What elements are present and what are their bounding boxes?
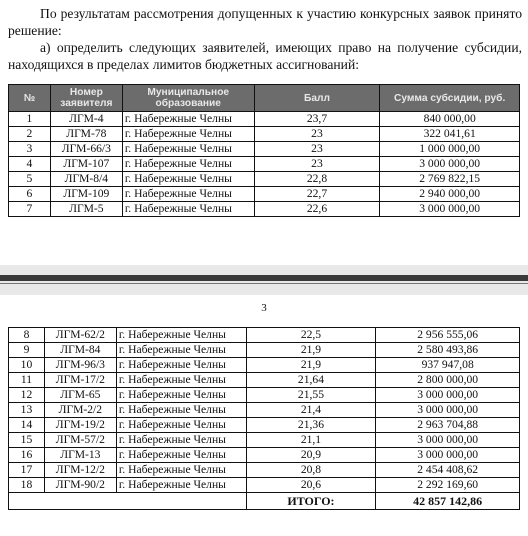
table-row	[9, 127, 520, 142]
subsidy-amount-cell: 2 580 493,86	[376, 343, 520, 358]
row-number-cell: 14	[9, 418, 45, 433]
subsidy-amount-cell: 3 000 000,00	[376, 388, 520, 403]
subsidy-amount-cell: 2 769 822,15	[380, 172, 520, 187]
page-number: 3	[261, 302, 267, 314]
score-cell: 21,9	[246, 343, 376, 358]
table-row	[9, 157, 520, 172]
applicant-number-cell: ЛГМ-17/2	[44, 373, 116, 388]
applicant-number-cell: ЛГМ-8/4	[50, 172, 122, 187]
score-cell: 22,6	[254, 202, 380, 217]
applicant-number-cell: ЛГМ-90/2	[44, 478, 116, 493]
municipality-cell: г. Набережные Челны	[116, 418, 246, 433]
municipality-cell: г. Набережные Челны	[116, 478, 246, 493]
page-divider	[0, 275, 528, 281]
intro-paragraph-2: а) определить следующих заявителей, имеющих право на получение субсидии, находящихся в пределах лимитов бюджетных ассигнований:	[8, 40, 522, 72]
score-cell: 22,8	[254, 172, 380, 187]
subsidy-amount-cell: 937 947,08	[376, 358, 520, 373]
municipality-cell: г. Набережные Челны	[116, 388, 246, 403]
table-row	[9, 142, 520, 157]
subsidy-amount-cell: 1 000 000,00	[380, 142, 520, 157]
subsidy-amount-cell: 2 956 555,06	[376, 328, 520, 343]
municipality-cell: г. Набережные Челны	[122, 187, 254, 202]
score-cell: 21,9	[246, 358, 376, 373]
score-cell: 20,9	[246, 448, 376, 463]
municipality-cell: г. Набережные Челны	[116, 328, 246, 343]
municipality-cell: г. Набережные Челны	[116, 373, 246, 388]
score-cell: 21,1	[246, 433, 376, 448]
table-row	[9, 388, 520, 403]
header-score: Балл	[254, 85, 380, 112]
row-number-cell: 15	[9, 433, 45, 448]
document-page-top	[0, 0, 528, 265]
municipality-cell: г. Набережные Челны	[122, 202, 254, 217]
table-row	[9, 343, 520, 358]
subsidy-amount-cell: 2 292 169,60	[376, 478, 520, 493]
intro-paragraph-1: По результатам рассмотрения допущенных к участию конкурсных заявок принято решение:	[8, 6, 522, 38]
subsidy-amount-cell: 3 000 000,00	[376, 403, 520, 418]
municipality-cell: г. Набережные Челны	[122, 172, 254, 187]
score-cell: 23,7	[254, 112, 380, 127]
municipality-cell: г. Набережные Челны	[116, 343, 246, 358]
total-sum: 42 857 142,86	[376, 493, 520, 510]
applicant-number-cell: ЛГМ-84	[44, 343, 116, 358]
row-number-cell: 10	[9, 358, 45, 373]
row-number-cell: 17	[9, 463, 45, 478]
subsidy-amount-cell: 3 000 000,00	[380, 202, 520, 217]
applicant-number-cell: ЛГМ-12/2	[44, 463, 116, 478]
score-cell: 22,5	[246, 328, 376, 343]
table-row	[9, 418, 520, 433]
score-cell: 21,64	[246, 373, 376, 388]
applicant-number-cell: ЛГМ-2/2	[44, 403, 116, 418]
row-number-cell: 12	[9, 388, 45, 403]
table-row	[9, 358, 520, 373]
table-row	[9, 433, 520, 448]
municipality-cell: г. Набережные Челны	[122, 112, 254, 127]
applicant-number-cell: ЛГМ-62/2	[44, 328, 116, 343]
subsidy-amount-cell: 2 800 000,00	[376, 373, 520, 388]
applicant-number-cell: ЛГМ-13	[44, 448, 116, 463]
total-label: ИТОГО:	[246, 493, 376, 510]
table-row	[9, 172, 520, 187]
applicants-table-part1	[8, 84, 520, 217]
score-cell: 23	[254, 157, 380, 172]
header-app-number: Номер заявителя	[50, 85, 122, 112]
municipality-cell: г. Набережные Челны	[116, 463, 246, 478]
table-row	[9, 463, 520, 478]
subsidy-amount-cell: 2 963 704,88	[376, 418, 520, 433]
score-cell: 23	[254, 142, 380, 157]
page-divider-line	[0, 283, 528, 284]
applicant-number-cell: ЛГМ-19/2	[44, 418, 116, 433]
table-header-row	[9, 85, 520, 112]
row-number-cell: 16	[9, 448, 45, 463]
subsidy-amount-cell: 2 454 408,62	[376, 463, 520, 478]
score-cell: 23	[254, 127, 380, 142]
score-cell: 21,55	[246, 388, 376, 403]
municipality-cell: г. Набережные Челны	[122, 127, 254, 142]
header-amount: Сумма субсидии, руб.	[380, 85, 520, 112]
row-number-cell: 5	[9, 172, 51, 187]
subsidy-amount-cell: 3 000 000,00	[380, 157, 520, 172]
table-row	[9, 373, 520, 388]
municipality-cell: г. Набережные Челны	[116, 433, 246, 448]
header-municipality: Муниципальное образование	[122, 85, 254, 112]
score-cell: 22,7	[254, 187, 380, 202]
applicant-number-cell: ЛГМ-107	[50, 157, 122, 172]
row-number-cell: 6	[9, 187, 51, 202]
subsidy-amount-cell: 3 000 000,00	[376, 433, 520, 448]
subsidy-amount-cell: 3 000 000,00	[376, 448, 520, 463]
table-row	[9, 478, 520, 493]
subsidy-amount-cell: 840 000,00	[380, 112, 520, 127]
row-number-cell: 4	[9, 157, 51, 172]
municipality-cell: г. Набережные Челны	[116, 403, 246, 418]
row-number-cell: 13	[9, 403, 45, 418]
applicant-number-cell: ЛГМ-66/3	[50, 142, 122, 157]
municipality-cell: г. Набережные Челны	[122, 157, 254, 172]
row-number-cell: 9	[9, 343, 45, 358]
table-row	[9, 403, 520, 418]
applicant-number-cell: ЛГМ-78	[50, 127, 122, 142]
total-row	[9, 493, 520, 510]
score-cell: 20,6	[246, 478, 376, 493]
municipality-cell: г. Набережные Челны	[122, 142, 254, 157]
table-row	[9, 187, 520, 202]
municipality-cell: г. Набережные Челны	[116, 448, 246, 463]
header-num: №	[9, 85, 51, 112]
applicant-number-cell: ЛГМ-57/2	[44, 433, 116, 448]
table-row	[9, 202, 520, 217]
table-row	[9, 112, 520, 127]
score-cell: 21,36	[246, 418, 376, 433]
row-number-cell: 3	[9, 142, 51, 157]
score-cell: 20,8	[246, 463, 376, 478]
row-number-cell: 18	[9, 478, 45, 493]
score-cell: 21,4	[246, 403, 376, 418]
row-number-cell: 7	[9, 202, 51, 217]
applicant-number-cell: ЛГМ-65	[44, 388, 116, 403]
row-number-cell: 11	[9, 373, 45, 388]
row-number-cell: 2	[9, 127, 51, 142]
row-number-cell: 1	[9, 112, 51, 127]
municipality-cell: г. Набережные Челны	[116, 358, 246, 373]
subsidy-amount-cell: 2 940 000,00	[380, 187, 520, 202]
subsidy-amount-cell: 322 041,61	[380, 127, 520, 142]
applicant-number-cell: ЛГМ-109	[50, 187, 122, 202]
applicant-number-cell: ЛГМ-4	[50, 112, 122, 127]
table-row	[9, 328, 520, 343]
applicants-table-part2	[8, 327, 520, 510]
applicant-number-cell: ЛГМ-5	[50, 202, 122, 217]
applicant-number-cell: ЛГМ-96/3	[44, 358, 116, 373]
row-number-cell: 8	[9, 328, 45, 343]
table-row	[9, 448, 520, 463]
